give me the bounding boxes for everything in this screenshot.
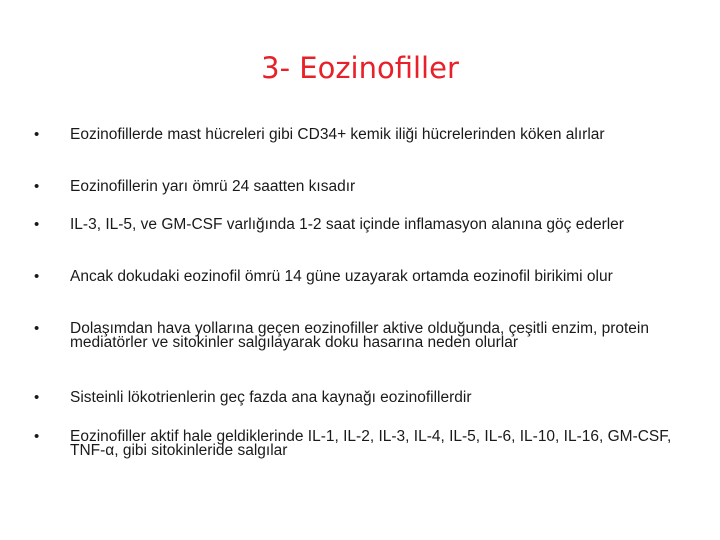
bullet-item bbox=[34, 430, 674, 458]
bullet-item bbox=[34, 270, 674, 284]
bullet-text: Eozinofiller aktif hale geldiklerinde IL-1, IL-2, IL-3, IL-4, IL-5, IL-6, IL-10, IL-16, GM-CSF, TNF-α, gibi sitokinleride salgılar bbox=[70, 428, 672, 459]
bullet-item bbox=[34, 180, 674, 194]
bullet-icon: • bbox=[34, 389, 40, 406]
bullet-icon: • bbox=[34, 126, 40, 143]
bullet-icon: • bbox=[34, 178, 40, 195]
bullet-text: Eozinofillerin yarı ömrü 24 saatten kısadır bbox=[70, 178, 356, 195]
bullet-icon: • bbox=[34, 268, 40, 285]
bullet-icon: • bbox=[34, 216, 40, 233]
bullet-icon: • bbox=[34, 428, 40, 445]
bullet-item bbox=[34, 128, 674, 142]
bullet-item bbox=[34, 391, 674, 405]
bullet-text: Eozinofillerde mast hücreleri gibi CD34+ kemik iliği hücrelerinden köken alırlar bbox=[70, 126, 605, 143]
bullet-text: Dolaşımdan hava yollarına geçen eozinofiller aktive olduğunda, çeşitli enzim, protein mediatörler ve sitokinler salgılayarak doku hasarına neden olurlar bbox=[70, 320, 649, 351]
bullet-text: Ancak dokudaki eozinofil ömrü 14 güne uzayarak ortamda eozinofil birikimi olur bbox=[70, 268, 613, 285]
bullet-item bbox=[34, 322, 674, 350]
slide-title: 3- Eozinofiller bbox=[261, 51, 459, 85]
bullet-text: Sisteinli lökotrienlerin geç fazda ana kaynağı eozinofillerdir bbox=[70, 389, 472, 406]
bullet-item bbox=[34, 218, 674, 232]
bullet-icon: • bbox=[34, 320, 40, 337]
bullet-text: IL-3, IL-5, ve GM-CSF varlığında 1-2 saat içinde inflamasyon alanına göç ederler bbox=[70, 216, 624, 233]
